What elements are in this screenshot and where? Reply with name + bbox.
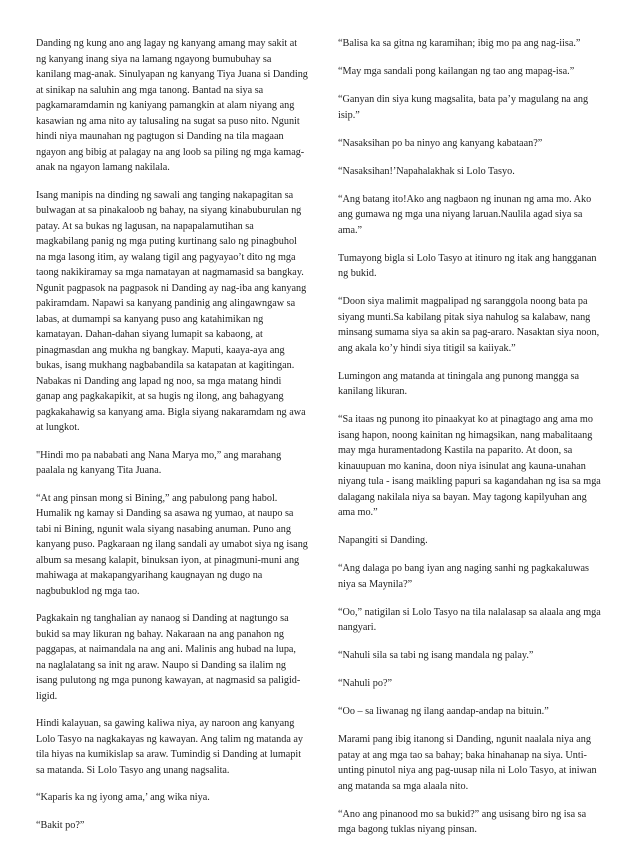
right-column xyxy=(338,36,606,850)
paragraph: Tumayong bigla si Lolo Tasyo at itinuro ng itak ang hangganan ng bukid. xyxy=(338,252,597,279)
paragraph: Danding ng kung ano ang lagay ng kanyang amang may sakit at ng kanyang inang siya na lamang ngayong bumubuhay sa kanilang mag-anak. Sinulyapan ng kanyang Tiya Juana si Danding at sinikap na saluhin ang mga tanong. Bantad na siya sa pagkamaramdamin ng kaniyang pamangkin at alam niyang ang kasawian ng ama nito ay talusaling na sugat sa puso nito. Ngunit hindi niya maunahan ng pagtugon si Danding na tila magaan ngayon ang bibig at palagay na ang loob sa piling ng mga kamag-anak na ngayon lamang nakilala. xyxy=(36,38,308,173)
paragraph: “Nahuli sila sa tabi ng isang mandala ng palay.” xyxy=(338,650,534,661)
paragraph: Marami pang ibig itanong si Danding, ngunit naalala niya ang patay at ang mga tao sa bahay; baka hinahanap na siya. Unti-unting pinutol niya ang pag-uusap nila ni Lolo Tasyo, at iniwan ang matanda sa mga alaala nito. xyxy=(338,734,597,792)
paragraph: “Doon siya malimit magpalipad ng saranggola noong bata pa siyang munti.Sa kabilang pitak siya nahulog sa kalabaw, nang minsang sumama siya sa akin sa pag-araro. Nasaktan siya noon, ang akala ko’y hindi siya titigil sa kaiiyak.” xyxy=(338,296,600,354)
paragraph: Lumingon ang matanda at tiningala ang punong mangga sa kanilang likuran. xyxy=(338,370,580,397)
paragraph: “Oo,” natigilan si Lolo Tasyo na tila nalalasap sa alaala ang mga nangyari. xyxy=(338,606,601,633)
paragraph: Isang manipis na dinding ng sawali ang tanging nakapagitan sa bulwagan at sa pinakaloob ng bahay, na siyang kinabuburulan ng patay. At sa bukas ng lagusan, na napapalamutihan sa magkabilang panig ng mga puting kurtinang salo ng pinagbuhol na mga lasong itim, ay walang tigil ang pagyayao’t dito ng mga taong nakikiramay sa mga namatayan at nagmamasid sa bangkay. Ngunit pagpasok na pagpasok ni Danding ay nag-iba ang kanyang pakiramdam. Napawi sa kanyang pandinig ang alingawngaw sa labas, at dumampi sa kanyang puso ang katahimikan ng kamatayan. Dahan-dahan siyang lumapit sa kabaong, at pinagmasdan ang mukha ng bangkay. Maputi, kaaya-aya ang bukas, isang mukhang nagbabandila sa katapatan at kagitingan. Nabakas ni Danding ang lapad ng noo, sa mga matang hindi ganap ang pagkakapikit, at sa hugis ng ilong, ang bahagyang pagkakahawig sa kanyang ama. Bigla siyang nakaramdam ng awa at lungkot. xyxy=(36,189,307,433)
paragraph: “At ang pinsan mong si Bining,” ang pabulong pang habol. Humalik ng kamay si Danding sa asawa ng yumao, at naupo sa tabi ni Bining, ngunit wala siyang nasabing anuman. Puno ang kanyang puso. Pagkaraan ng ilang sandali ay umabot siya ng isang album sa mesang kalapit, binuksan iyon, at pinagmuni-muni ang mahiwaga at makapangyarihang kaugnayan ng dugo na nagbubuklod ng mga tao. xyxy=(36,492,308,597)
paragraph: “Nahuli po?” xyxy=(338,678,393,689)
paragraph: “Ganyan din siya kung magsalita, bata pa’y magulang na ang isip.” xyxy=(338,94,589,121)
paragraph: “May mga sandali pong kailangan ng tao ang mapag-isa.” xyxy=(338,66,575,77)
left-column xyxy=(36,36,308,845)
paragraph: "Hindi mo pa nababati ang Nana Marya mo,” ang marahang paalala ng kanyang Tita Juana. xyxy=(36,449,282,476)
paragraph: “Balisa ka sa gitna ng karamihan; ibig mo pa ang nag-iisa.” xyxy=(338,38,581,49)
paragraph: “Nasaksihan po ba ninyo ang kanyang kabataan?” xyxy=(338,137,543,149)
paragraph: “Oo – sa liwanag ng ilang aandap-andap na bituin.” xyxy=(338,706,549,717)
paragraph: “Ang batang ito!Ako ang nagbaon ng inunan ng ama mo. Ako ang gumawa ng mga una niyang laruan.Naulila agad siya sa ama.” xyxy=(338,193,592,236)
paragraph: “Bakit po?” xyxy=(36,819,85,831)
paragraph: Pagkakain ng tanghalian ay nanaog si Danding at nagtungo sa bukid sa may likuran ng bahay. Nakaraan na ang panahon ng paggapas, at naimandala na ang ani. Malinis ang hubad na lupa, na naglalatang sa init ng araw. Naupo si Danding sa ilalim ng isang pulutong ng mga punong kawayan, at nagmasid sa paligid-ligid. xyxy=(36,613,301,702)
paragraph: Napangiti si Danding. xyxy=(338,535,428,546)
paragraph: “Ano ang pinanood mo sa bukid?” ang usisang biro ng isa sa mga bagong tuklas niyang pinsan. xyxy=(338,808,587,835)
paragraph: “Ang dalaga po bang iyan ang naging sanhi ng pagkakaluwas niya sa Maynila?” xyxy=(338,563,589,590)
paragraph: Hindi kalayuan, sa gawing kaliwa niya, ay naroon ang kanyang Lolo Tasyo na nagkakayas ng kawayan. Ang talim ng matanda ay tila hiyas na kumikislap sa araw. Tumindig si Danding at lumapit sa matanda. Si Lolo Tasyo ang unang nagsalita. xyxy=(36,718,304,776)
paragraph: “Nasaksihan!’Napahalakhak si Lolo Tasyo. xyxy=(338,165,515,177)
paragraph: “Sa itaas ng punong ito pinaakyat ko at pinagtago ang ama mo isang hapon, noong kainitan ng himagsikan, nang mabalitaang may mga huramentadong Kastila na paparito. At doon, sa kinauupuan mo kanina, doon niya isinulat ang kauna-unahan niyang tula - isang maikling papuri sa kagandahan ng isa sa mga dalagang nakilala niya sa bayan. May tagong kapilyuhan ang ama mo.” xyxy=(338,414,601,518)
paragraph: “Kaparis ka ng iyong ama,’ ang wika niya. xyxy=(36,792,210,803)
